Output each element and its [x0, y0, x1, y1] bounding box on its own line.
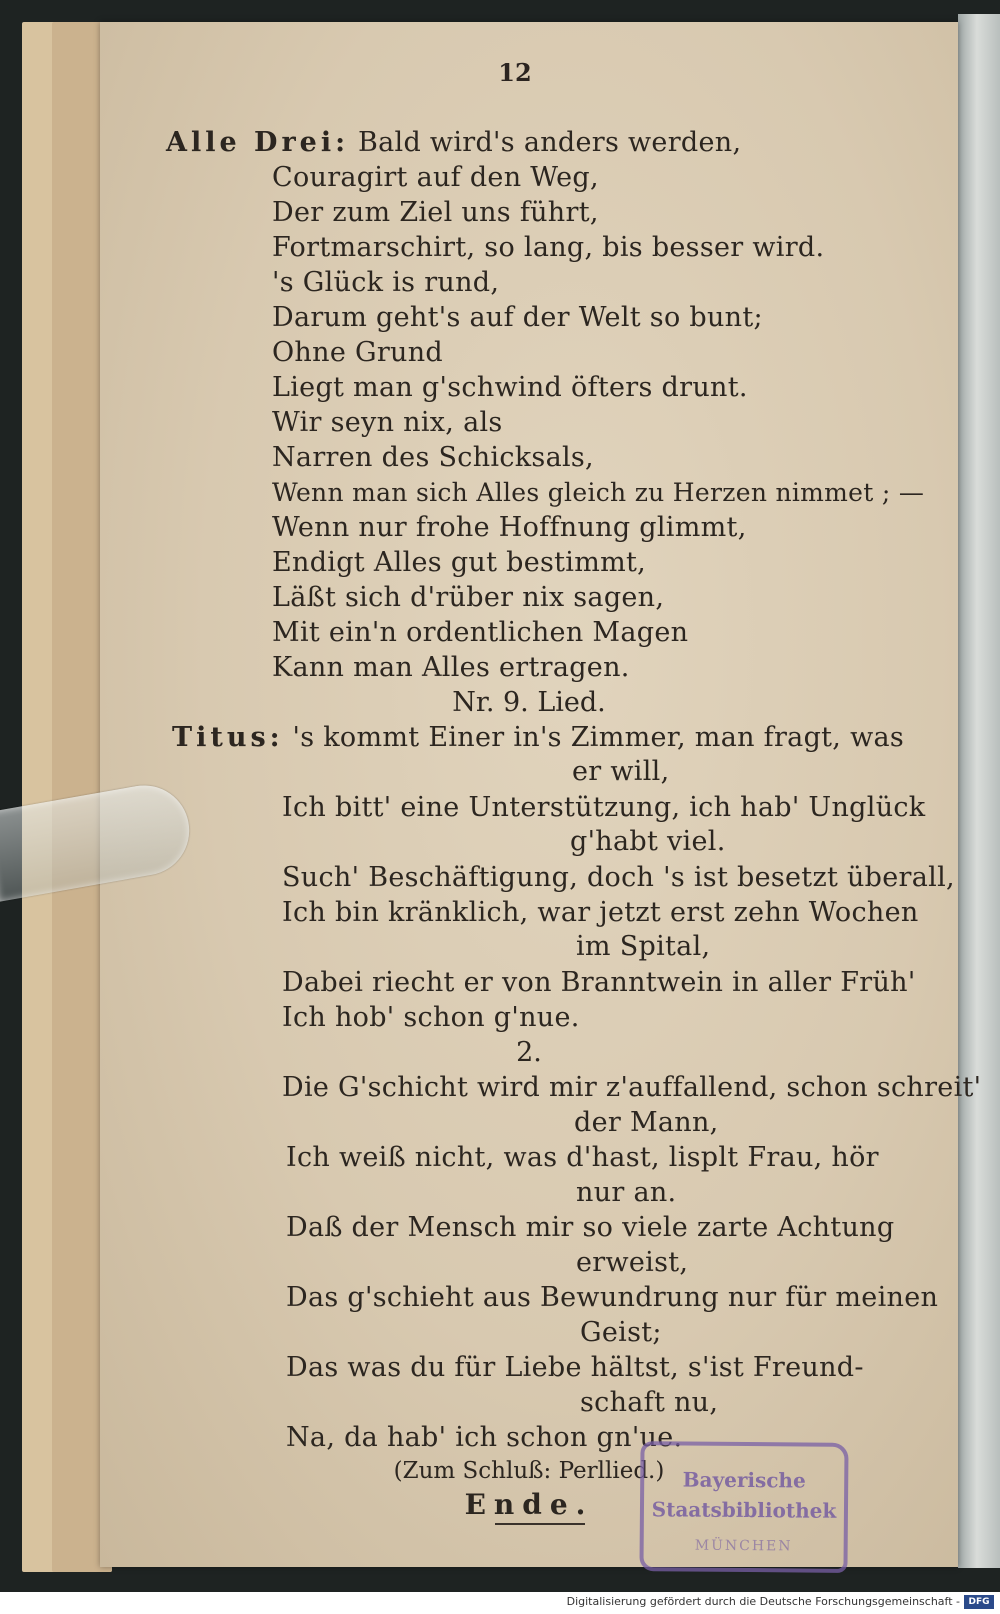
text-line: Narren des Schicksals,: [272, 442, 594, 473]
text-line: er will,: [572, 756, 670, 787]
text-line: schaft nu,: [580, 1387, 719, 1418]
text-line: Ich hob' schon g'nue.: [282, 1002, 580, 1033]
library-stamp: [639, 1441, 848, 1573]
text-line: [172, 721, 904, 755]
text-line: Couragirt auf den Weg,: [272, 162, 599, 193]
dfg-logo-icon: DFG: [964, 1595, 994, 1609]
text-line: Dabei riecht er von Branntwein in aller Früh': [282, 967, 916, 998]
text-line: erweist,: [576, 1247, 689, 1278]
end-rule: [495, 1523, 585, 1525]
text-line: Endigt Alles gut bestimmt,: [272, 547, 647, 578]
line-text: Bald wird's anders werden,: [357, 127, 742, 158]
text-line: Fortmarschirt, so lang, bis besser wird.: [272, 232, 825, 263]
closing-note: (Zum Schluß: Perllied.): [393, 1458, 665, 1484]
text-line: Die G'schicht wird mir z'auffallend, schon schreit': [282, 1072, 982, 1103]
text-line: Das was du für Liebe hältst, s'ist Freund-: [286, 1352, 864, 1383]
stamp-line-3: MÜNCHEN: [694, 1537, 793, 1555]
text-line: Der zum Ziel uns führt,: [272, 197, 599, 228]
text-line: Daß der Mensch mir so viele zarte Achtung: [286, 1212, 895, 1243]
text-line: Na, da hab' ich schon gn'ue.: [286, 1422, 683, 1453]
text-line: der Mann,: [574, 1107, 719, 1138]
text-line: [166, 126, 741, 160]
end-marker: Ende.: [464, 1488, 594, 1521]
funding-notice: Digitalisierung gefördert durch die Deutsche Forschungsgemeinschaft -: [566, 1595, 960, 1608]
text-line: Such' Beschäftigung, doch 's ist besetzt überall,: [282, 862, 955, 893]
text-line: Liegt man g'schwind öfters drunt.: [272, 372, 748, 403]
text-line: Wir seyn nix, als: [272, 407, 503, 438]
text-line: nur an.: [576, 1177, 677, 1208]
text-line: Ohne Grund: [272, 337, 444, 368]
text-line: Geist;: [580, 1317, 662, 1348]
digitization-footer: [0, 1592, 1000, 1614]
text-line: Darum geht's auf der Welt so bunt;: [272, 302, 763, 333]
text-line: 's Glück is rund,: [272, 267, 500, 298]
stamp-line-1: Bayerische: [682, 1467, 806, 1493]
text-line: Das g'schieht aus Bewundrung nur für meinen: [286, 1282, 939, 1313]
text-line: Kann man Alles ertragen.: [272, 652, 630, 683]
book-page: [100, 22, 982, 1567]
song-heading: Nr. 9. Lied.: [452, 687, 606, 718]
text-line: Wenn nur frohe Hoffnung glimmt,: [272, 512, 747, 543]
text-line: Läßt sich d'rüber nix sagen,: [272, 582, 665, 613]
text-line: Mit ein'n ordentlichen Magen: [272, 617, 689, 648]
verse-number: 2.: [516, 1037, 542, 1068]
text-line: Ich bin kränklich, war jetzt erst zehn Wochen: [282, 897, 919, 928]
text-line: Wenn man sich Alles gleich zu Herzen nimmet ; —: [272, 478, 925, 507]
page-number: 12: [498, 58, 532, 87]
speaker-label: Titus:: [172, 722, 284, 753]
text-line: Ich weiß nicht, was d'hast, lisplt Frau, hör: [286, 1142, 879, 1173]
text-line: Ich bitt' eine Unterstützung, ich hab' Unglück: [282, 792, 926, 823]
speaker-label: Alle Drei:: [166, 127, 350, 158]
stamp-line-2: Staatsbibliothek: [651, 1497, 837, 1523]
text-line: im Spital,: [576, 931, 711, 962]
line-text: 's kommt Einer in's Zimmer, man fragt, was: [292, 722, 905, 753]
book-cover-edge: [958, 14, 1000, 1568]
text-line: g'habt viel.: [570, 826, 726, 857]
